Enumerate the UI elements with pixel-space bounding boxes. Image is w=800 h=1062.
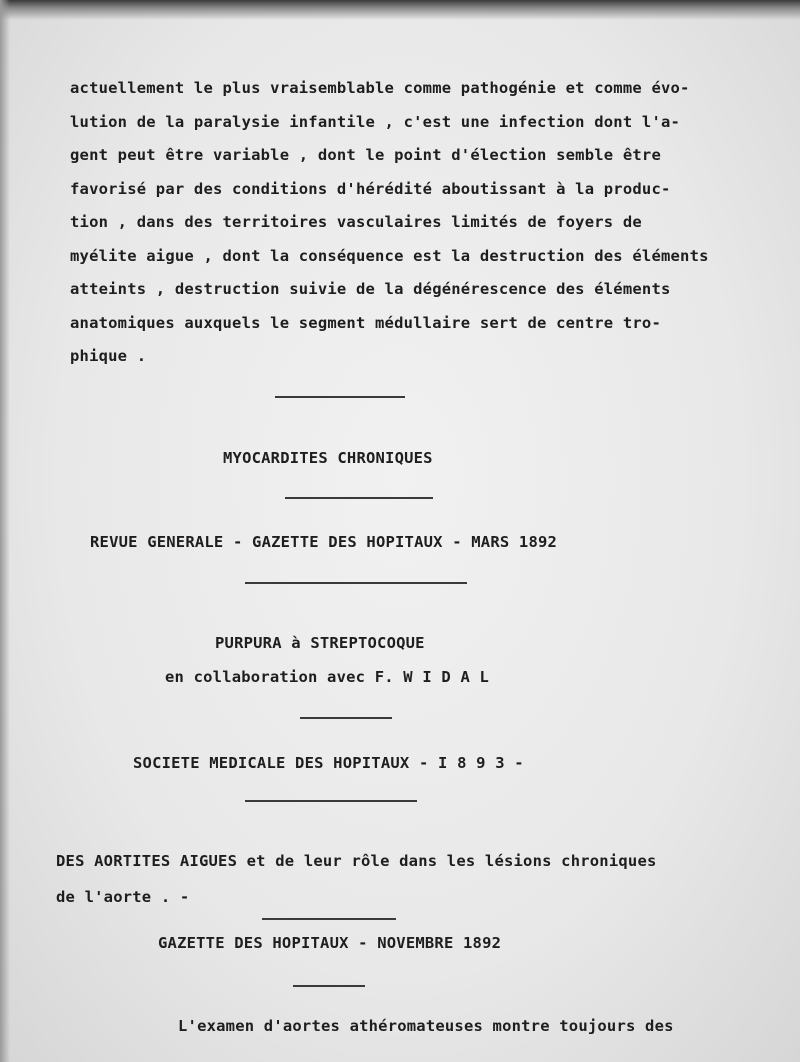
title-purpura: PURPURA à STREPTOCOQUE: [215, 634, 425, 652]
reference-revue-generale: REVUE GENERALE - GAZETTE DES HOPITAUX - MARS 1892: [90, 533, 558, 551]
scan-edge-shadow: [0, 0, 800, 20]
separator-rule: [285, 497, 433, 499]
title-myocardites: MYOCARDITES CHRONIQUES: [223, 449, 433, 467]
collaboration-line: en collaboration avec F. W I D A L: [165, 668, 490, 686]
separator-rule: [275, 396, 405, 398]
paragraph-line: gent peut être variable , dont le point d'élection semble être: [70, 146, 661, 164]
title-aortites-line1: DES AORTITES AIGUES et de leur rôle dans les lésions chroniques: [56, 852, 657, 870]
paragraph-paralysie: [70, 72, 770, 374]
paragraph-examen-start: L'examen d'aortes athéromateuses montre toujours des: [178, 1017, 674, 1035]
scan-edge-shadow-left: [0, 0, 10, 1062]
paragraph-line: favorisé par des conditions d'hérédité aboutissant à la produc-: [70, 179, 671, 198]
separator-rule: [245, 800, 417, 802]
separator-rule: [245, 582, 467, 584]
reference-societe-medicale: SOCIETE MEDICALE DES HOPITAUX - I 8 9 3 -: [133, 754, 524, 772]
paragraph-line: lution de la paralysie infantile , c'est une infection dont l'a-: [70, 112, 681, 131]
paragraph-line: phique .: [70, 347, 147, 365]
separator-rule: [300, 717, 392, 719]
separator-rule: [262, 918, 396, 920]
paragraph-line: actuellement le plus vraisemblable comme pathogénie et comme évo-: [70, 79, 690, 97]
title-aortites-line2: de l'aorte . -: [56, 888, 190, 906]
separator-rule: [293, 985, 365, 987]
paragraph-line: atteints , destruction suivie de la dégénérescence des éléments: [70, 280, 671, 298]
paragraph-line: myélite aigue , dont la conséquence est la destruction des éléments: [70, 246, 709, 265]
paragraph-line: tion , dans des territoires vasculaires limités de foyers de: [70, 213, 642, 231]
paragraph-line: anatomiques auxquels le segment médullaire sert de centre tro-: [70, 313, 661, 332]
reference-gazette-novembre: GAZETTE DES HOPITAUX - NOVEMBRE 1892: [158, 934, 502, 952]
